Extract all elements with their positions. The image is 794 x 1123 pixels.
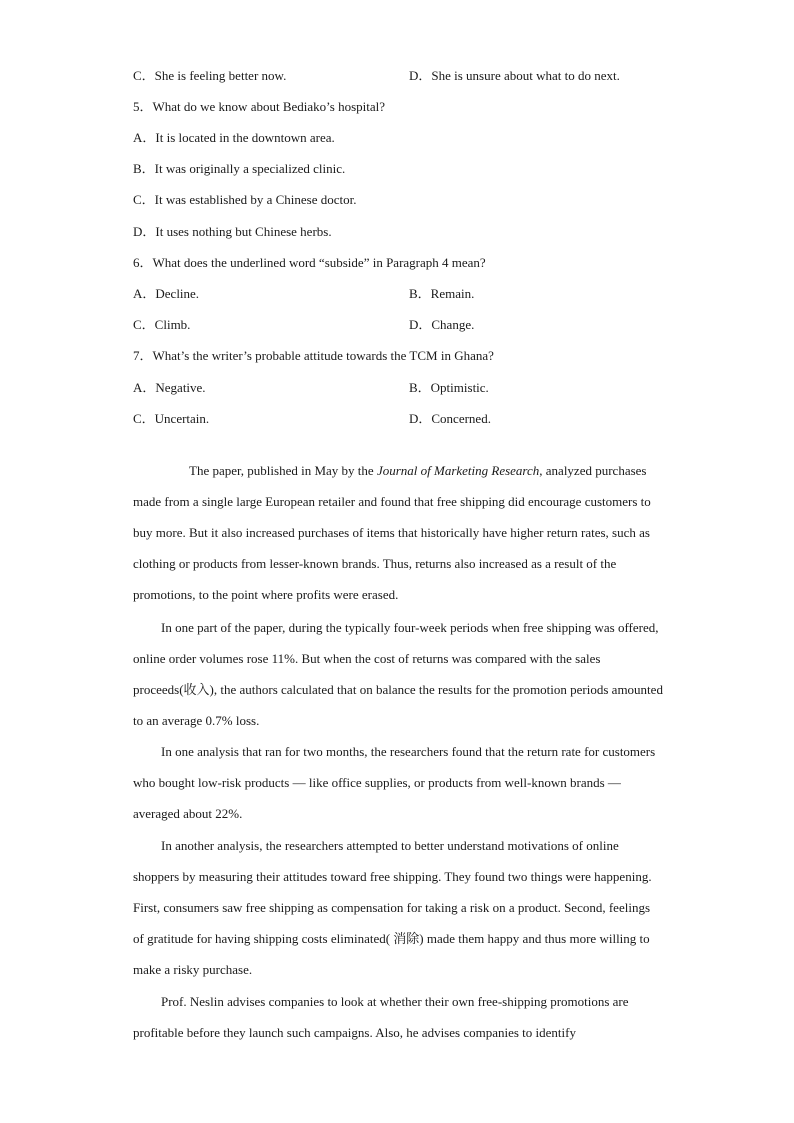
q5-option-a: A．It is located in the downtown area.	[133, 130, 335, 145]
passage-paragraph-2: In one part of the paper, during the typically four-week periods when free shipping was offered, online order volumes rose 11%. But when the cost of returns was compared with the sales proceeds(收入), the authors calculated that on balance the results for the promotion periods amounted to an average 0.7% loss.	[133, 620, 663, 728]
q7-stem: 7．What’s the writer’s probable attitude towards the TCM in Ghana?	[133, 348, 494, 363]
q5-stem: 5．What do we know about Bediako’s hospital?	[133, 99, 386, 114]
journal-title: Journal of Marketing Research	[376, 463, 540, 478]
paragraph-1-body: , analyzed purchases made from a single large European retailer and found that free shipping did encourage customers to buy more. But it also increased purchases of items that historically have higher return rates, such as clothing or products from lesser-known brands. Thus, returns also increased as a result of the promotions, to the point where profits were erased.	[133, 463, 651, 602]
passage-paragraph-5: Prof. Neslin advises companies to look at whether their own free-shipping promotions are profitable before they launch such campaigns. Also, he advises companies to identify	[133, 994, 629, 1040]
q5-option-d: D．It uses nothing but Chinese herbs.	[133, 224, 332, 239]
passage-paragraph-3: In one analysis that ran for two months, the researchers found that the return rate for customers who bought low-risk products — like office supplies, or products from well-known brands — averaged about 22%.	[133, 744, 656, 821]
passage-paragraph-1	[133, 455, 663, 610]
q6-stem: 6．What does the underlined word “subside” in Paragraph 4 mean?	[133, 255, 486, 270]
q7-option-a: A．Negative.	[133, 380, 206, 395]
q7-option-b: B．Optimistic.	[409, 380, 489, 395]
q5-option-b: B．It was originally a specialized clinic.	[133, 161, 346, 176]
q6-option-b: B．Remain.	[409, 286, 475, 301]
q5-option-c: C．It was established by a Chinese doctor.	[133, 192, 357, 207]
q6-option-c: C．Climb.	[133, 317, 191, 332]
passage-paragraph-4: In another analysis, the researchers attempted to better understand motivations of online shoppers by measuring their attitudes toward free shipping. They found two things were happening. First, consumers saw free shipping as compensation for taking a risk on a product. Second, feelings of gratitude for having shipping costs eliminated( 消除) made them happy and thus more willing to make a risky purchase.	[133, 838, 652, 977]
q6-option-d: D．Change.	[409, 317, 475, 332]
q4-option-c: C．She is feeling better now.	[133, 68, 287, 83]
q4-option-d: D．She is unsure about what to do next.	[409, 68, 620, 83]
q6-option-a: A．Decline.	[133, 286, 200, 301]
paragraph-1-lead: The paper, published in May by the	[189, 463, 377, 478]
q7-option-c: C．Uncertain.	[133, 411, 210, 426]
q7-option-d: D．Concerned.	[409, 411, 491, 426]
